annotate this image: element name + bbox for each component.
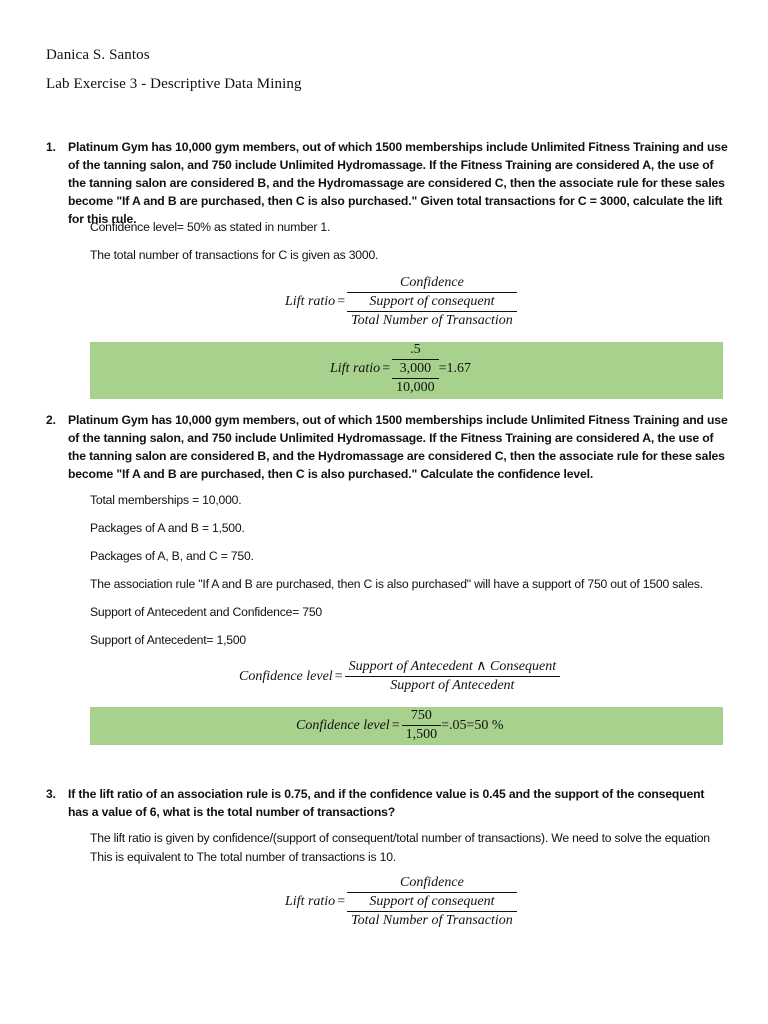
q1-result-formula: [330, 341, 471, 397]
result-value: =1.67: [438, 361, 471, 376]
result-denominator: [392, 360, 439, 397]
formula-equals: =: [337, 294, 346, 309]
formula-lhs: Confidence level: [239, 668, 333, 684]
formula-lhs: Lift ratio: [285, 894, 336, 909]
formula-lhs: Lift ratio: [285, 294, 336, 309]
q2-answer-line-1: Total memberships = 10,000.: [90, 493, 242, 507]
q2-answer-line-2: Packages of A and B = 1,500.: [90, 521, 245, 535]
denominator-numerator: Support of consequent: [369, 294, 495, 309]
q2-answer-line-5: Support of Antecedent and Confidence= 750: [90, 605, 323, 619]
formula-denominator: Support of Antecedent: [390, 678, 515, 693]
denominator-denominator: Total Number of Transaction: [351, 913, 513, 928]
result-fraction: [402, 707, 442, 744]
question-2-text: Platinum Gym has 10,000 gym members, out of which 1500 memberships include Unlimited Fitness Training and use of the tanning salon, and 750 include Unlimited Hydromassage. If the Fitness Training are considered A, the use of the tanning salon are considered B, and the Hydromassage are considered C, then the associate rule for these sales become "If A and B are purchased, then C is also purchased." Calculate the confidence level.: [68, 413, 728, 481]
result-equals: =: [391, 717, 400, 733]
result-lhs: Confidence level: [296, 717, 390, 733]
result-equals: =: [382, 361, 391, 376]
formula-fraction: [345, 658, 561, 695]
q1-lift-formula: [285, 274, 517, 330]
formula-fraction: [347, 274, 517, 330]
result-fraction: [392, 341, 439, 397]
formula-fraction: [347, 874, 517, 930]
q2-result-formula: [296, 707, 504, 744]
denominator-denominator: Total Number of Transaction: [351, 313, 513, 328]
question-2-number: 2.: [46, 413, 57, 427]
q2-answer-line-3: Packages of A, B, and C = 750.: [90, 549, 254, 563]
formula-denominator: [347, 293, 517, 330]
formula-numerator: Confidence: [400, 875, 464, 890]
result-numerator: 750: [410, 708, 432, 723]
q1-answer-line-2: The total number of transactions for C is given as 3000.: [90, 248, 379, 262]
formula-numerator: Confidence: [400, 275, 464, 290]
formula-numerator: Support of Antecedent ∧ Consequent: [348, 659, 557, 674]
q2-answer-line-6: Support of Antecedent= 1,500: [90, 633, 247, 647]
question-3-text: If the lift ratio of an association rule is 0.75, and if the confidence value is 0.45 and the support of the consequent has a value of 6, what is the total number of transactions?: [68, 787, 705, 819]
result-den-denominator: 10,000: [396, 380, 435, 395]
result-denominator: 1,500: [405, 727, 438, 742]
formula-equals: =: [337, 894, 346, 909]
result-numerator: .5: [410, 342, 421, 357]
document-title: Lab Exercise 3 - Descriptive Data Mining: [46, 76, 302, 92]
q2-answer-line-4: The association rule "If A and B are purchased, then C is also purchased" will have a support of 750 out of 1500 sales.: [90, 577, 703, 591]
formula-denominator: [347, 893, 517, 930]
denominator-numerator: Support of consequent: [369, 894, 495, 909]
q3-answer: The lift ratio is given by confidence/(support of consequent/total number of transactions). We need to solve the equation This is equivalent to The total number of transactions is 10.: [90, 831, 710, 864]
question-1-number: 1.: [46, 140, 57, 154]
question-1-text: Platinum Gym has 10,000 gym members, out of which 1500 memberships include Unlimited Fitness Training and use of the tanning salon, and 750 include Unlimited Hydromassage. If the Fitness Training are considered A, the use of the tanning salon are considered B, and the Hydromassage are considered C, then the associate rule for these sales become "If A and B are purchased, then C is also purchased." Given total transactions for C = 3000, calculate the lift for this rule.: [68, 140, 728, 226]
formula-equals: =: [334, 668, 343, 684]
q3-lift-formula: [285, 874, 517, 930]
question-3-number: 3.: [46, 787, 57, 801]
result-value: =.05=50 %: [441, 717, 504, 733]
q2-confidence-formula: [239, 658, 560, 695]
result-den-numerator: 3,000: [399, 361, 432, 376]
result-lhs: Lift ratio: [330, 361, 381, 376]
author-name: Danica S. Santos: [46, 47, 150, 63]
q1-answer-line-1: Confidence level= 50% as stated in number 1.: [90, 220, 331, 234]
